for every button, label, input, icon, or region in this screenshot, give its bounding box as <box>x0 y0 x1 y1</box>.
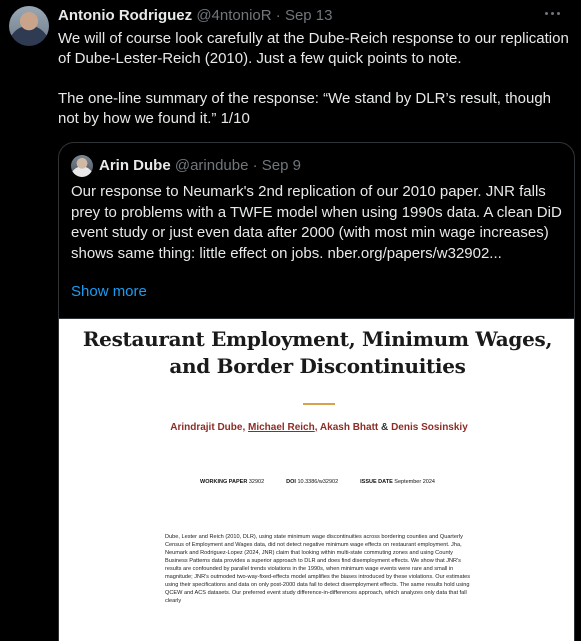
title-divider <box>303 403 335 405</box>
more-horizontal-icon[interactable] <box>545 6 567 20</box>
quoted-avatar <box>71 155 93 177</box>
working-paper-meta: WORKING PAPER 32902 <box>200 479 265 485</box>
quoted-author-handle: @arindube <box>174 157 249 174</box>
avatar[interactable] <box>9 6 49 46</box>
quoted-text: Our response to Neumark's 2nd replication of our 2010 paper. JNR falls prey to problems with a TWFE model when using 1990s data. A clean DiD event study or just even data after 2000 (with most min wage increases) shows same thing: little effect on jobs. nber.org/papers/w32902... <box>71 183 562 262</box>
quoted-date: Sep 9 <box>261 157 301 174</box>
author-name[interactable]: Antonio Rodriguez <box>58 7 193 24</box>
tweet-text <box>58 29 573 129</box>
paper-author: Akash Bhatt <box>319 422 379 433</box>
separator-dot: · <box>275 7 281 24</box>
tweet-paragraph: The one-line summary of the response: “We stand by DLR’s result, though not by how we found it.” 1/10 <box>58 90 552 127</box>
quoted-header <box>99 157 301 175</box>
author-ampersand: & <box>381 422 389 433</box>
doi-meta: DOI 10.3386/w32902 <box>286 479 339 485</box>
show-more-link[interactable]: Show more <box>71 283 147 300</box>
paper-author: Michael Reich <box>248 422 315 433</box>
paper-authors: Arindrajit Dube, Michael Reich, Akash Bhatt & Denis Sosinskiy <box>170 422 468 433</box>
paper-author: Arindrajit Dube <box>170 422 243 433</box>
separator-dot: · <box>252 157 258 174</box>
quoted-tweet[interactable] <box>58 142 575 641</box>
paper-meta <box>59 479 575 485</box>
author-handle[interactable]: @4ntonioR <box>196 7 272 24</box>
tweet-paragraph: We will of course look carefully at the Dube-Reich response to our replication of Dube-Lester-Reich (2010). Just a few quick points to note. <box>58 30 569 67</box>
tweet-header <box>58 7 333 25</box>
paper-title: Restaurant Employment, Minimum Wages, and Border Discontinuities <box>82 327 553 378</box>
tweet-date[interactable]: Sep 13 <box>284 7 333 24</box>
paper-abstract: Dube, Lester and Reich (2010, DLR), using state minimum wage discontinuities across bordering counties and Quarterly Census of Employment and Wages data, did not detect negative minimum wage effects on restaurant employment. Jha, Neumark and Rodriguez-Lopez (2024, JNR) claim that looking within multi-state commuting zones and using County Business Patterns data provides a superior approach to DLR and does find disemployment effects. We show that JNR's results are confounded by parallel trends violations in the 1990s, when minimum wage events were rare and small in magnitude; JNR's outmoded two-way-fixed-effects model amplifies the biases introduced by these violations. Our estimates using their specifications and data on only post-2000 data fail to detect disemployment effects. The same results hold using QCEW and ACS datasets. Our preferred event study difference-in-differences approach, which analyzes only data that fall clearly <box>165 534 471 604</box>
quoted-author-name: Arin Dube <box>99 157 171 174</box>
attached-image[interactable] <box>59 318 575 641</box>
paper-author: Denis Sosinskiy <box>391 422 468 433</box>
issue-date-meta: ISSUE DATE September 2024 <box>360 479 435 485</box>
